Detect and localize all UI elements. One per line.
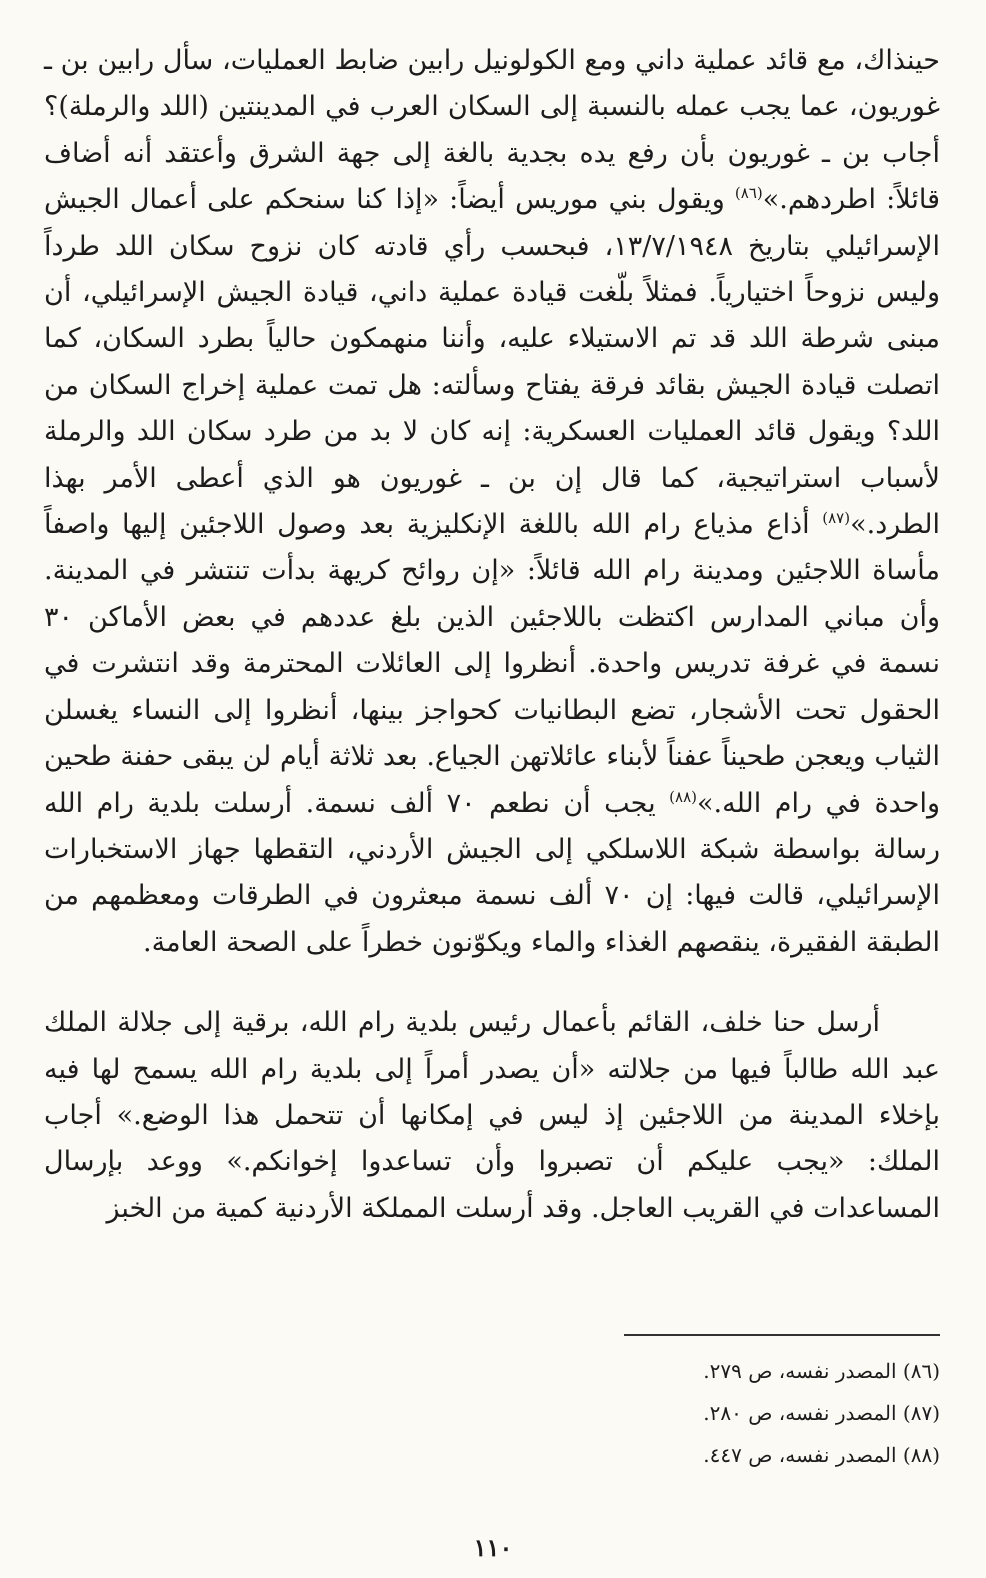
paragraph-2: [44, 1000, 940, 1232]
footnotes: [44, 1350, 940, 1476]
footnote-88: (٨٨) المصدر نفسه، ص ٤٤٧.: [703, 1443, 940, 1467]
paragraph-2-text: أرسل حنا خلف، القائم بأعمال رئيس بلدية رام الله، برقية إلى جلالة الملك عبد الله طالباً فيها من جلالته «أن يصدر أمراً إلى بلدية رام الله يسمح لها فيه بإخلاء المدينة من اللاجئين إذ ليس في إمكانها أن تتحمل هذا الوضع.» أجاب الملك: «يجب عليكم أن تصبروا وأن تساعدوا إخوانكم.» ووعد بإرسال المساعدات في القريب العاجل. وقد أرسلت المملكة الأردنية كمية من الخبز: [44, 1007, 940, 1224]
paragraph-1-text-1: حينذاك، مع قائد عملية داني ومع الكولونيل رابين ضابط العمليات، سأل رابين بن ـ غوريون، عما يجب عمله بالنسبة إلى السكان العرب في المدينتين (اللد والرملة)؟ أجاب بن ـ غوريون بأن رفع يده بجدية بالغة إلى جهة الشرق وأعتقد أنه أضاف قائلاً: اطردهم.»: [44, 45, 940, 216]
footnote-ref-88: (٨٨): [669, 787, 697, 806]
paragraph-1: [44, 38, 940, 966]
page-number: ١١٠: [473, 1533, 513, 1562]
paragraph-1-text-4: يجب أن نطعم ٧٠ ألف نسمة. أرسلت بلدية رام الله رسالة بواسطة شبكة اللاسلكي إلى الجيش الأردني، التقطها جهاز الاستخبارات الإسرائيلي، قالت فيها: إن ٧٠ ألف نسمة مبعثرون في الطرقات ومعظمهم من الطبقة الفقيرة، ينقصهم الغذاء والماء ويكوّنون خطراً على الصحة العامة.: [44, 787, 940, 958]
paragraph-1-text-2: ويقول بني موريس أيضاً: «إذا كنا سنحكم على أعمال الجيش الإسرائيلي بتاريخ ١٣/٧/١٩٤٨، فبحسب رأي قادته كان نزوح سكان اللد طرداً وليس نزوحاً اختيارياً. فمثلاً بلّغت قيادة عملية داني، قيادة الجيش الإسرائيلي، أن مبنى شرطة اللد قد تم الاستيلاء عليه، وأننا منهمكون حالياً بطرد السكان، كما اتصلت قيادة الجيش بقائد فرقة يفتاح وسألته: هل تمت عملية إخراج السكان من اللد؟ ويقول قائد العمليات العسكرية: إنه كان لا بد من طرد سكان اللد والرملة لأسباب استراتيجية، كما قال إن بن ـ غوريون هو الذي أعطى الأمر بهذا الطرد.»: [44, 184, 941, 541]
footnote-ref-87: (٨٧): [822, 509, 851, 528]
footnote-87: (٨٧) المصدر نفسه، ص ٢٨٠.: [703, 1401, 940, 1425]
footnote-ref-86: (٨٦): [734, 184, 763, 203]
body-text: [44, 38, 940, 1232]
paragraph-1-text-3: أذاع مذياع رام الله باللغة الإنكليزية بعد وصول اللاجئين إليها واصفاً مأساة اللاجئين ومدينة رام الله قائلاً: «إن روائح كريهة بدأت تنتشر في المدينة. وأن مباني المدارس اكتظت باللاجئين الذين بلغ عددهم في بعض الأماكن ٣٠ نسمة في غرفة تدريس واحدة. أنظروا إلى العائلات المحترمة وقد انتشرت في الحقول تحت الأشجار، تضع البطانيات كحواجز بينها، أنظروا إلى النساء يغسلن الثياب ويعجن طحيناً عفناً لأبناء عائلاتهن الجياع. بعد ثلاثة أيام لن يبقى حفنة طحين واحدة في رام الله.»: [44, 509, 940, 819]
footnote-separator: [624, 1334, 940, 1336]
footnote-86: (٨٦) المصدر نفسه، ص ٢٧٩.: [703, 1359, 940, 1383]
